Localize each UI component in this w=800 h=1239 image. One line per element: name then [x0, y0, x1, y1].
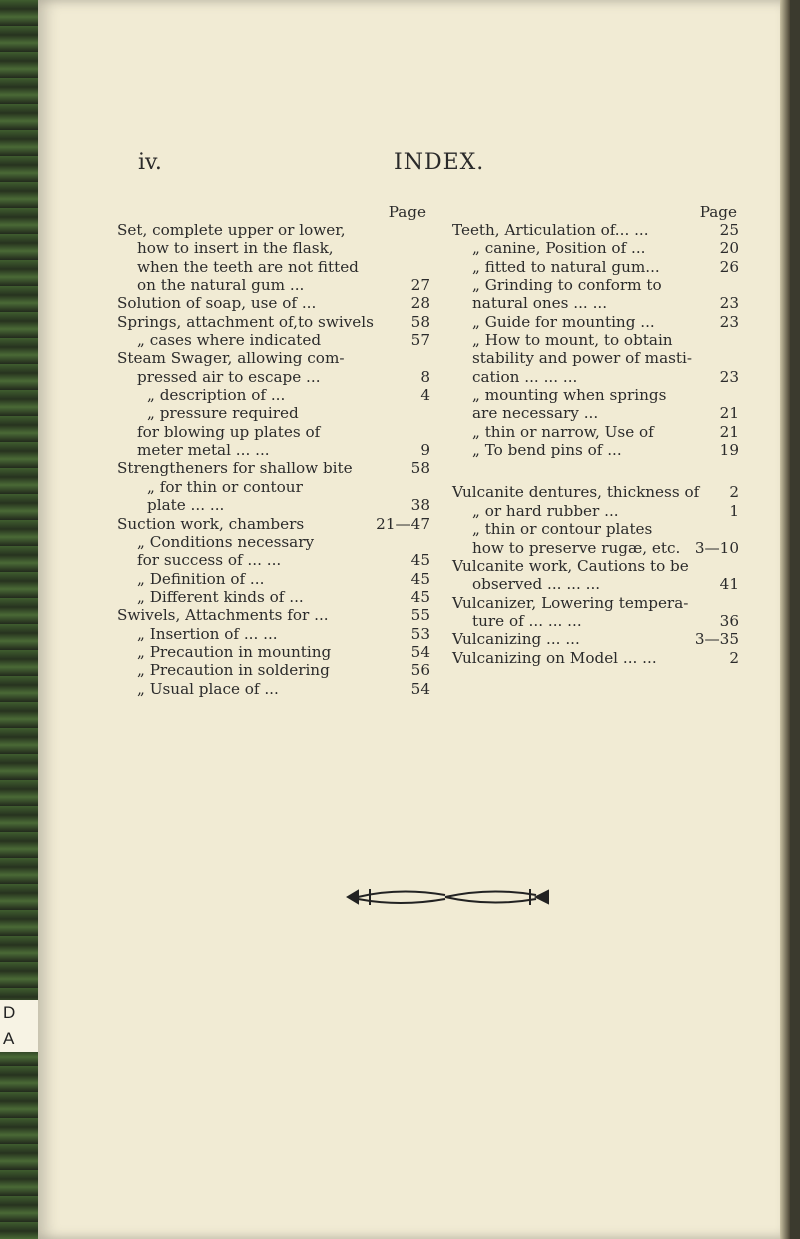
- index-entry: [452, 483, 739, 501]
- index-entries-right: [452, 221, 739, 667]
- index-entry-page: 57: [410, 331, 430, 350]
- index-entry-text: for blowing up plates of: [137, 422, 321, 441]
- index-entry: [117, 294, 430, 312]
- index-entry: [452, 331, 739, 349]
- index-entry: [117, 496, 430, 514]
- index-entry-page: 54: [410, 679, 430, 698]
- index-entry-text: Vulcanizer, Lowering tempera-: [452, 593, 689, 612]
- index-entry: [452, 520, 739, 538]
- index-entry-text: Suction work, chambers: [117, 514, 305, 533]
- index-entry-page: 23: [719, 312, 739, 331]
- index-entry-page: 3—35: [694, 630, 739, 649]
- spine-label: [0, 1000, 38, 1052]
- index-entry: [452, 539, 739, 557]
- index-entry: [117, 258, 430, 276]
- index-entry-text: „ or hard rubber ...: [472, 501, 619, 520]
- index-entry-text: „ How to mount, to obtain: [472, 331, 673, 350]
- index-entry: [117, 386, 430, 404]
- index-entry: [452, 502, 739, 520]
- index-entry-page: 56: [410, 661, 430, 680]
- index-entry: [452, 313, 739, 331]
- index-entry-page: 2: [729, 483, 739, 502]
- index-entry-page: 45: [410, 587, 430, 606]
- spacer: [452, 459, 739, 483]
- index-entry: [452, 557, 739, 575]
- index-entry: [117, 551, 430, 569]
- index-entry: [452, 575, 739, 593]
- index-entry-text: „ To bend pins of ...: [472, 441, 622, 460]
- index-entry-page: 41: [719, 575, 739, 594]
- index-entry-page: 23: [719, 367, 739, 386]
- index-entry: [452, 276, 739, 294]
- index-entry: [117, 459, 430, 477]
- index-entry-text: „ mounting when springs: [472, 386, 667, 405]
- index-entry-text: Springs, attachment of,to swivels: [117, 312, 374, 331]
- index-entry: [117, 606, 430, 624]
- index-entry: [117, 680, 430, 698]
- index-entry-page: 20: [719, 239, 739, 258]
- index-entry: [452, 612, 739, 630]
- index-entry-text: when the teeth are not fitted: [137, 257, 359, 276]
- index-entry: [117, 404, 430, 422]
- index-entry-text: Vulcanizing ... ...: [452, 630, 580, 649]
- index-entry-page: 27: [410, 276, 430, 295]
- index-entry-page: 21—47: [376, 514, 430, 533]
- index-entry-text: „ description of ...: [147, 386, 286, 405]
- index-entry-text: „ cases where indicated: [137, 331, 322, 350]
- index-entry-page: 19: [719, 441, 739, 460]
- book-spine: [0, 0, 38, 1239]
- index-entry-text: pressed air to escape ...: [137, 367, 321, 386]
- index-entry: [452, 368, 739, 386]
- index-entry-text: Solution of soap, use of ...: [117, 294, 317, 313]
- index-entry-text: are necessary ...: [472, 404, 599, 423]
- index-entries-left: [117, 221, 430, 698]
- index-entry: [452, 221, 739, 239]
- index-entry: [117, 515, 430, 533]
- index-entry: [452, 258, 739, 276]
- index-entry-text: „ Definition of ...: [137, 569, 265, 588]
- index-entry-text: „ Insertion of ... ...: [137, 624, 278, 643]
- index-entry-text: how to insert in the flask,: [137, 239, 334, 258]
- index-entry-text: how to preserve rugæ, etc.: [472, 538, 681, 557]
- index-entry-text: on the natural gum ...: [137, 276, 305, 295]
- index-entry: [452, 404, 739, 422]
- index-entry: [452, 594, 739, 612]
- index-column-left: [117, 203, 430, 698]
- page-title: INDEX.: [394, 150, 485, 175]
- index-entry: [117, 423, 430, 441]
- index-entry-page: 3—10: [694, 538, 739, 557]
- index-entry-text: Teeth, Articulation of... ...: [452, 221, 649, 239]
- index-entry-page: 53: [410, 624, 430, 643]
- index-entry-text: „ Conditions necessary: [137, 532, 315, 551]
- index-entry-text: Swivels, Attachments for ...: [117, 606, 329, 625]
- index-entry: [117, 661, 430, 679]
- index-entry-page: 45: [410, 569, 430, 588]
- index-entry: [117, 441, 430, 459]
- index-entry-text: Steam Swager, allowing com-: [117, 349, 345, 368]
- index-entry: [117, 349, 430, 367]
- index-entry: [117, 533, 430, 551]
- index-entry: [117, 570, 430, 588]
- index-entry-page: 8: [420, 367, 430, 386]
- page-edge: [780, 0, 790, 1239]
- index-entry: [117, 221, 430, 239]
- index-entry-page: 25: [719, 221, 739, 239]
- index-entry: [117, 313, 430, 331]
- index-entry: [117, 588, 430, 606]
- page-column-heading: Page: [699, 203, 737, 221]
- index-entry-text: „ Precaution in soldering: [137, 661, 330, 680]
- index-entry-page: 36: [719, 611, 739, 630]
- index-entry-text: „ for thin or contour: [147, 477, 303, 496]
- index-entry-page: 21: [719, 404, 739, 423]
- index-entry: [452, 294, 739, 312]
- index-entry-text: Set, complete upper or lower,: [117, 221, 346, 239]
- index-entry-page: 23: [719, 294, 739, 313]
- index-entry-text: cation ... ... ...: [472, 367, 578, 386]
- end-ornament: [340, 883, 560, 909]
- index-entry-text: „ Different kinds of ...: [137, 587, 304, 606]
- index-entry-text: stability and power of masti-: [472, 349, 693, 368]
- index-entry: [452, 423, 739, 441]
- index-entry-text: meter metal ... ...: [137, 441, 270, 460]
- index-entry-page: 4: [420, 386, 430, 405]
- index-entry-page: 54: [410, 642, 430, 661]
- index-column-right: [452, 203, 739, 667]
- index-entry-text: for success of ... ...: [137, 551, 282, 570]
- index-entry-text: „ thin or narrow, Use of: [472, 422, 654, 441]
- index-entry-text: Vulcanizing on Model ... ...: [452, 648, 657, 667]
- index-entry-page: 9: [420, 441, 430, 460]
- index-entry-text: „ fitted to natural gum...: [472, 257, 660, 276]
- index-entry: [452, 386, 739, 404]
- index-entry: [452, 349, 739, 367]
- index-entry: [117, 478, 430, 496]
- index-entry-page: 21: [719, 422, 739, 441]
- index-entry-page: 1: [729, 501, 739, 520]
- index-entry-page: 45: [410, 551, 430, 570]
- index-entry-page: 2: [729, 648, 739, 667]
- index-entry: [452, 630, 739, 648]
- index-entry-text: Vulcanite dentures, thickness of: [452, 483, 700, 502]
- spine-label-text: D A: [3, 1003, 16, 1048]
- index-entry-page: 58: [410, 459, 430, 478]
- index-entry-text: „ pressure required: [147, 404, 299, 423]
- index-entry-page: 38: [410, 496, 430, 515]
- index-entry-text: „ Guide for mounting ...: [472, 312, 655, 331]
- index-entry-text: ture of ... ... ...: [472, 611, 582, 630]
- page-column-heading: Page: [388, 203, 426, 221]
- index-entry-text: Vulcanite work, Cautions to be: [452, 556, 689, 575]
- index-entry-page: 55: [410, 606, 430, 625]
- index-entry-text: „ Grinding to conform to: [472, 276, 662, 295]
- index-entry: [117, 625, 430, 643]
- index-entry: [117, 331, 430, 349]
- index-entry-text: „ canine, Position of ...: [472, 239, 646, 258]
- index-entry: [117, 276, 430, 294]
- index-entry: [117, 643, 430, 661]
- index-entry-page: 26: [719, 257, 739, 276]
- index-entry-text: observed ... ... ...: [472, 575, 601, 594]
- index-entry: [452, 649, 739, 667]
- index-entry: [452, 239, 739, 257]
- index-entry-text: „ thin or contour plates: [472, 520, 653, 539]
- page-number: iv.: [138, 150, 162, 175]
- index-entry-text: Strengtheners for shallow bite: [117, 459, 353, 478]
- index-entry-text: „ Precaution in mounting: [137, 642, 332, 661]
- index-entry: [452, 441, 739, 459]
- index-entry: [117, 368, 430, 386]
- index-entry-text: natural ones ... ...: [472, 294, 608, 313]
- index-entry-page: 58: [410, 312, 430, 331]
- index-entry-text: „ Usual place of ...: [137, 679, 279, 698]
- index-entry: [117, 239, 430, 257]
- index-entry-page: 28: [410, 294, 430, 313]
- index-entry-text: plate ... ...: [147, 496, 225, 515]
